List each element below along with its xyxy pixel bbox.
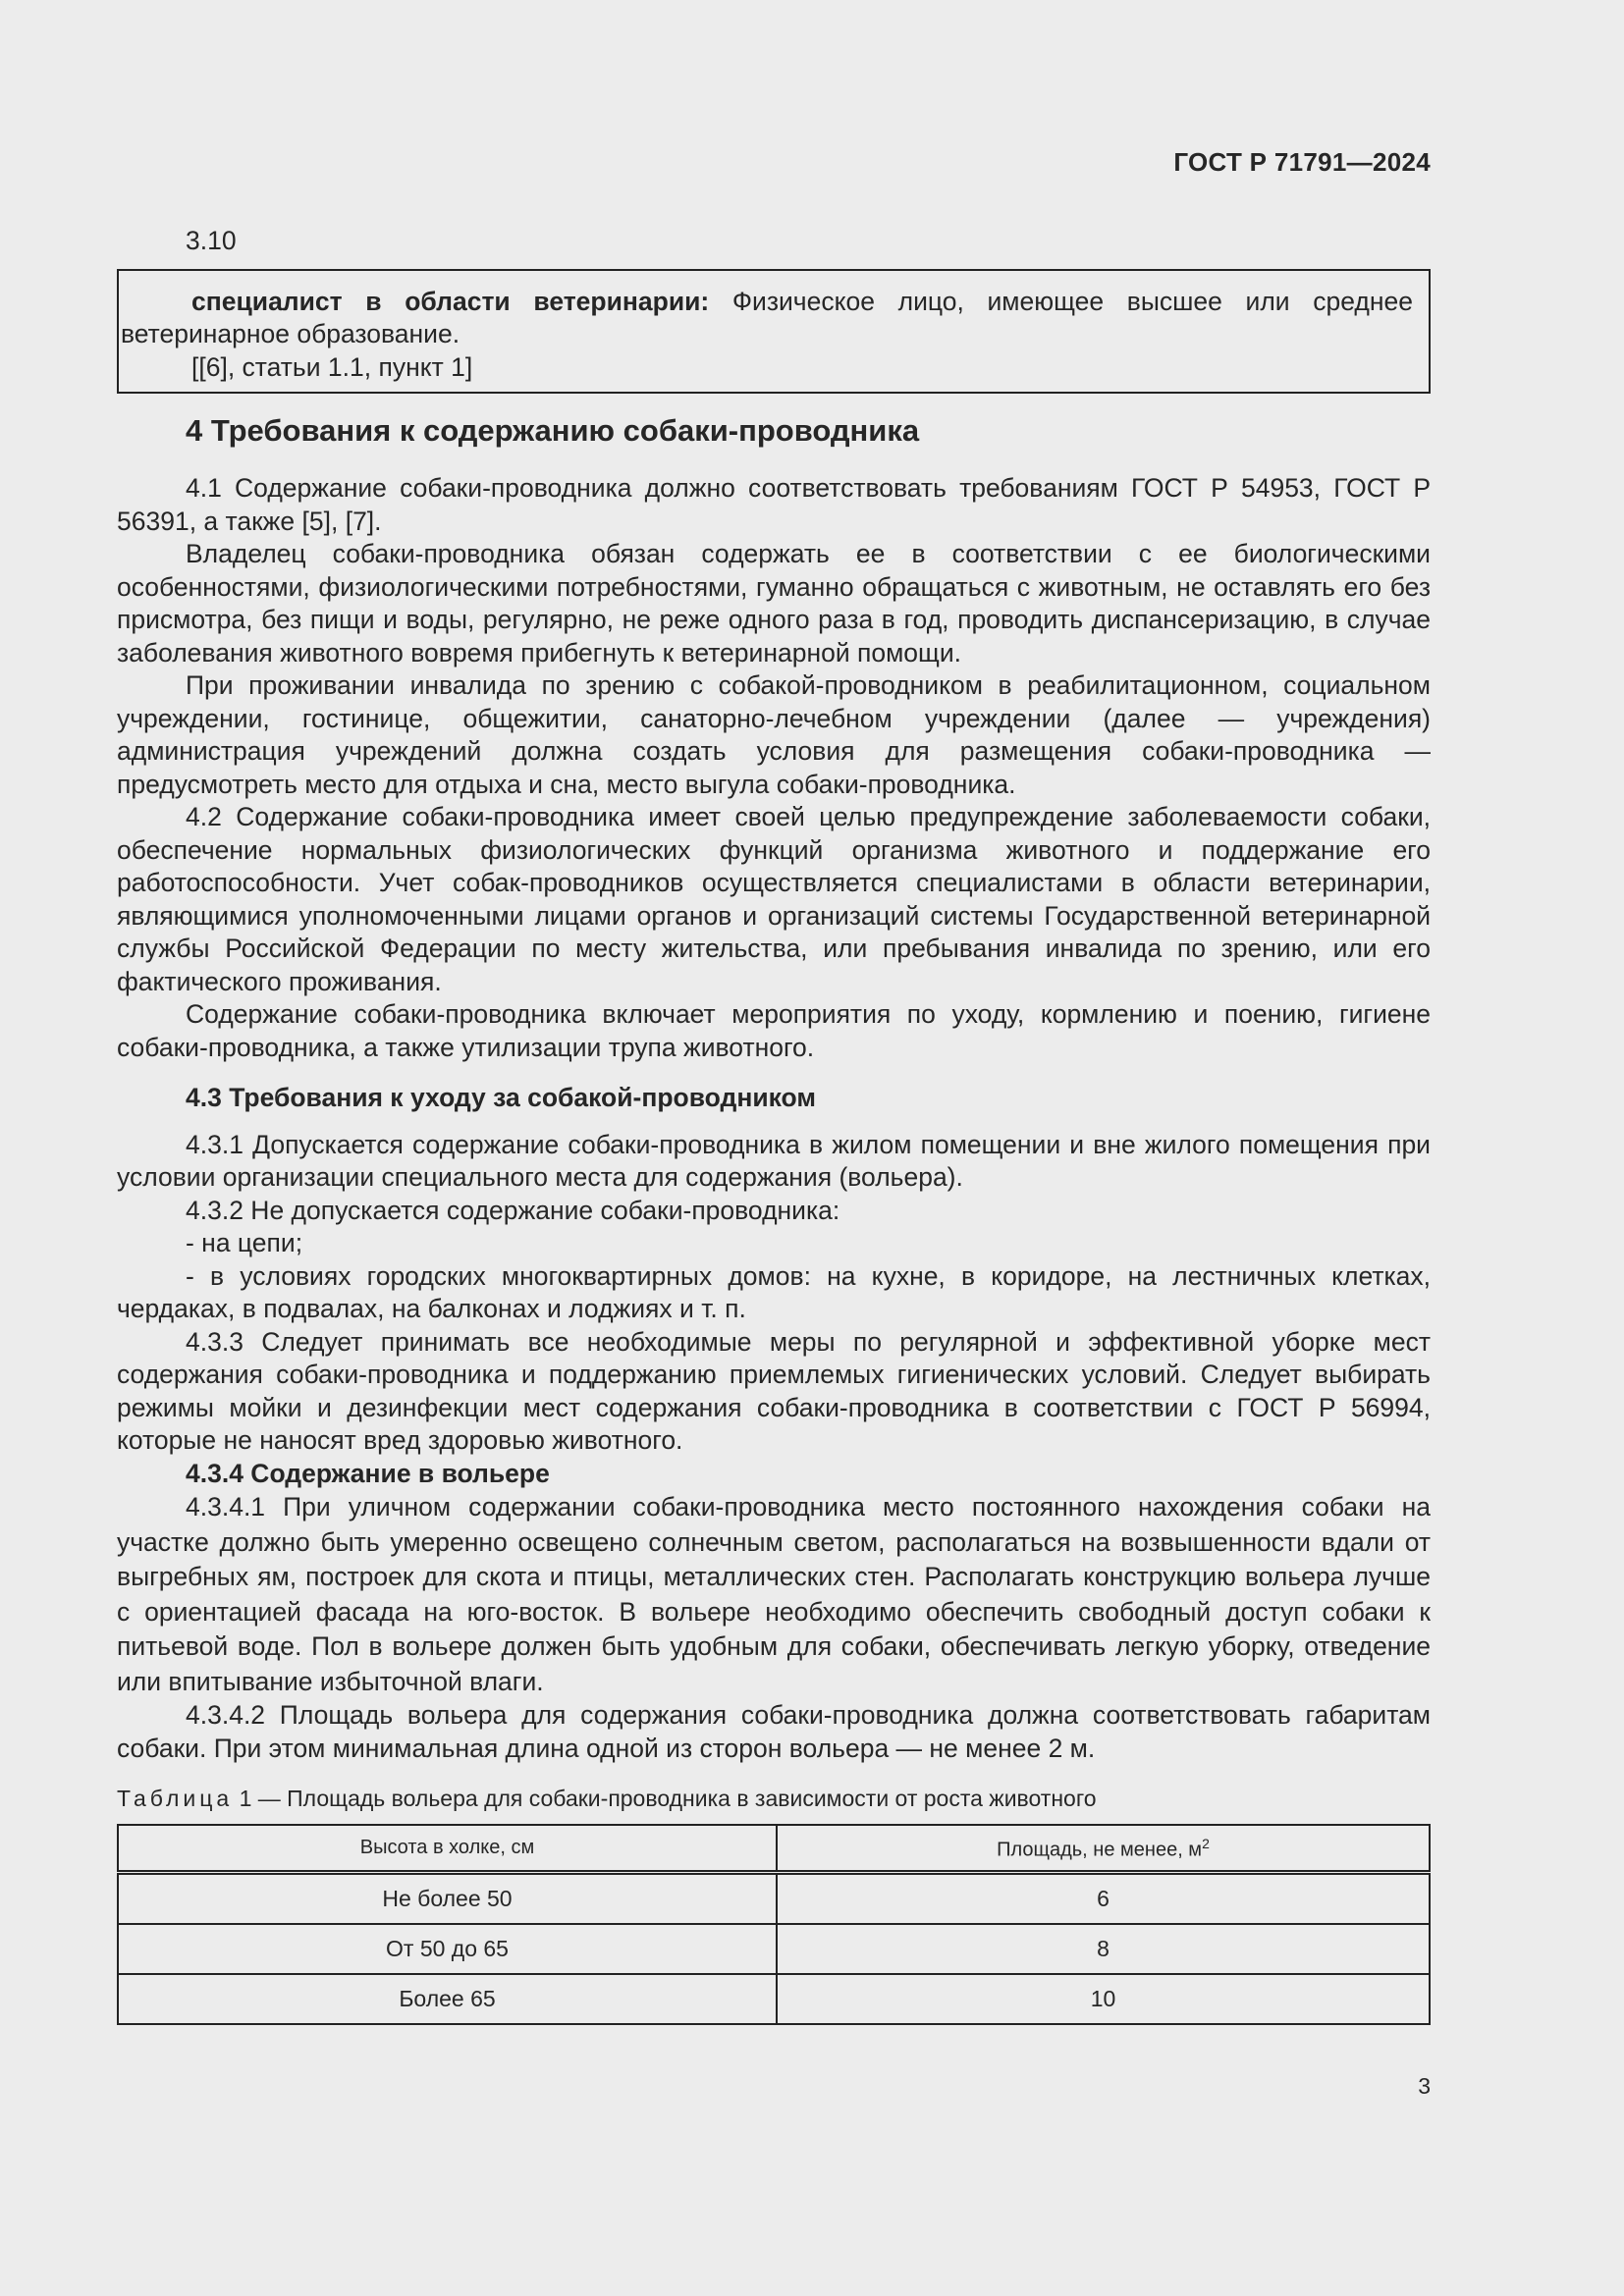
- table-cell-area: 8: [777, 1924, 1430, 1974]
- list-item-chain: - на цепи;: [186, 1228, 303, 1257]
- column-header-height: Высота в холке, см: [118, 1825, 777, 1873]
- paragraph-4-2-content: Содержание собаки-проводника включает мероприятия по уходу, кормлению и поению, гигиене собаки-проводника, а также утилизации трупа животного.: [117, 999, 1431, 1062]
- table-header-row: [118, 1825, 1430, 1873]
- paragraph-4-1-institutions: При проживании инвалида по зрению с собакой-проводником в реабилитационном, социальном учреждении, гостинице, общежитии, санаторно-лечебном учреждении (далее — учреждения) администрация учреждений должна создать условия для размещения собаки-проводника — предусмотреть место для отдыха и сна, место выгула собаки-проводника.: [117, 670, 1431, 799]
- column-header-area-sup: 2: [1202, 1836, 1210, 1852]
- paragraph-4-1: 4.1 Содержание собаки-проводника должно соответствовать требованиям ГОСТ Р 54953, ГОСТ Р 56391, а также [5], [7].: [117, 473, 1431, 536]
- paragraph-4-3-2: 4.3.2 Не допускается содержание собаки-проводника:: [186, 1195, 840, 1225]
- term-number: 3.10: [186, 226, 237, 255]
- enclosure-area-table: [117, 1824, 1431, 2025]
- table-row: [118, 1873, 1430, 1925]
- term-name: специалист в области ветеринарии:: [191, 286, 710, 316]
- column-header-area: [777, 1825, 1430, 1873]
- paragraph-4-3-1: 4.3.1 Допускается содержание собаки-проводника в жилом помещении и вне жилого помещения при условии организации специального места для содержания (вольера).: [117, 1129, 1431, 1192]
- section-4-title: 4 Требования к содержанию собаки-проводника: [186, 413, 920, 448]
- table-caption-label: Таблица: [117, 1786, 234, 1811]
- table-caption: [117, 1785, 1431, 1812]
- paragraph-4-3-3: 4.3.3 Следует принимать все необходимые меры по регулярной и эффективной уборке мест содержания собаки-проводника и поддержанию приемлемых гигиенических условий. Следует выбирать режимы мойки и дезинфекции мест содержания собаки-проводника в соответствии с ГОСТ Р 56994, которые не наносят вред здоровью животного.: [117, 1326, 1431, 1455]
- paragraph-4-2: 4.2 Содержание собаки-проводника имеет своей целью предупреждение заболеваемости собаки, обеспечение нормальных физиологических функций организма животного и поддержание его работоспособности. Учет собак-проводников осуществляется специалистами в области ветеринарии, являющимися уполномоченными лицами органов и организаций системы Государственной ветеринарной службы Российской Федерации по месту жительства, или пребывания инвалида по зрению, или его фактического проживания.: [117, 802, 1431, 996]
- table-cell-area: 10: [777, 1974, 1430, 2024]
- document-body: [117, 225, 1431, 2025]
- heading-4-3-4: 4.3.4 Содержание в вольере: [186, 1458, 550, 1488]
- section-4-3-title: 4.3 Требования к уходу за собакой-проводником: [186, 1083, 816, 1112]
- table-cell-height: Более 65: [118, 1974, 777, 2024]
- term-definition-box: [117, 269, 1431, 395]
- table-row: [118, 1974, 1430, 2024]
- list-item-apartments: - в условиях городских многоквартирных домов: на кухне, в коридоре, на лестничных клетках, чердаках, в подвалах, на балконах и лоджиях и т. п.: [117, 1260, 1431, 1323]
- paragraph-4-1-owner: Владелец собаки-проводника обязан содержать ее в соответствии с ее биологическими особенностями, физиологическими потребностями, гуманно обращаться с животным, не оставлять его без присмотра, без пищи и воды, регулярно, не реже одного раза в год, проводить диспансеризацию, в случае заболевания животного вовремя прибегнуть к ветеринарной помощи.: [117, 539, 1431, 667]
- table-caption-text: 1 — Площадь вольера для собаки-проводника в зависимости от роста животного: [239, 1786, 1097, 1811]
- paragraph-4-3-4-2: 4.3.4.2 Площадь вольера для содержания собаки-проводника должна соответствовать габаритам собаки. При этом минимальная длина одной из сторон вольера — не менее 2 м.: [117, 1700, 1431, 1763]
- term-definition: [121, 286, 1413, 351]
- term-definition-text: Физическое лицо, имеющее высшее или среднее ветеринарное образование.: [121, 286, 1413, 348]
- document-header: ГОСТ Р 71791—2024: [1173, 147, 1431, 177]
- table-cell-height: От 50 до 65: [118, 1924, 777, 1974]
- column-header-area-label: Площадь, не менее, м: [997, 1840, 1203, 1862]
- term-source: [[6], статьи 1.1, пункт 1]: [191, 351, 473, 382]
- table-cell-height: Не более 50: [118, 1873, 777, 1925]
- table-cell-area: 6: [777, 1873, 1430, 1925]
- paragraph-4-3-4-1: 4.3.4.1 При уличном содержании собаки-проводника место постоянного нахождения собаки на участке должно быть умеренно освещено солнечным светом, располагаться на возвышенности вдали от выгребных ям, построек для скота и птицы, металлических стен. Располагать конструкцию вольера лучше с ориентацией фасада на юго-восток. В вольере необходимо обеспечить свободный доступ собаки к питьевой воде. Пол в вольере должен быть удобным для собаки, обеспечивать легкую уборку, отведение или впитывание избыточной влаги.: [117, 1492, 1431, 1696]
- table-row: [118, 1924, 1430, 1974]
- page-number: 3: [1418, 2073, 1431, 2099]
